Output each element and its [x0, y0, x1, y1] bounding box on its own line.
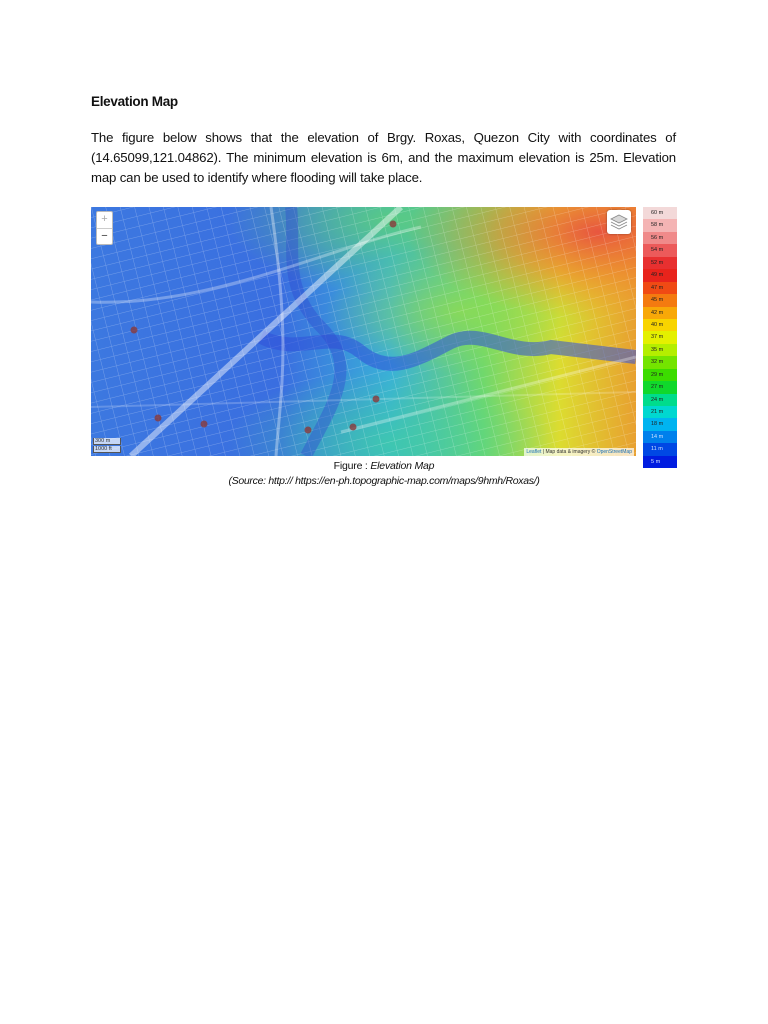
map-attribution	[524, 448, 634, 456]
legend-cell: 54 m	[643, 244, 677, 256]
legend-cell: 52 m	[643, 257, 677, 269]
legend-cell: 29 m	[643, 369, 677, 381]
legend-cell: 5 m	[643, 456, 677, 468]
legend-cell: 42 m	[643, 307, 677, 319]
legend-cell: 45 m	[643, 294, 677, 306]
caption-title: Elevation Map	[370, 460, 435, 472]
figure-caption	[0, 460, 768, 472]
legend-cell: 24 m	[643, 394, 677, 406]
elevation-legend	[643, 207, 677, 465]
body-paragraph: The figure below shows that the elevation of Brgy. Roxas, Quezon City with coordinates of (14.65099,121.04862). The minimum elevation is 6m, and the maximum elevation is 25m. Elevation map can be used to identify where flooding will take place.	[91, 130, 676, 185]
leaflet-link[interactable]: Leaflet	[526, 449, 542, 455]
legend-cell: 21 m	[643, 406, 677, 418]
legend-cell: 35 m	[643, 344, 677, 356]
legend-cell: 58 m	[643, 219, 677, 231]
source-url: http:// https://en-ph.topographic-map.com/maps/9hmh/Roxas/	[268, 475, 537, 487]
attribution-text: | Map data & imagery ©	[541, 449, 597, 455]
osm-link[interactable]: OpenStreetMap	[596, 449, 632, 455]
figure-source	[0, 475, 768, 487]
scale-imperial: 1000 ft	[93, 446, 121, 453]
legend-cell: 60 m	[643, 207, 677, 219]
legend-cell: 14 m	[643, 431, 677, 443]
elevation-map[interactable]	[91, 207, 636, 456]
layers-icon	[607, 210, 631, 234]
zoom-out-button[interactable]: −	[101, 230, 108, 242]
zoom-in-button[interactable]: +	[97, 212, 112, 229]
legend-cell: 27 m	[643, 381, 677, 393]
scale-bar	[93, 438, 121, 454]
legend-cell: 47 m	[643, 282, 677, 294]
source-suffix: )	[536, 475, 540, 487]
caption-label: Figure :	[333, 460, 371, 472]
legend-cell: 11 m	[643, 443, 677, 455]
legend-cell: 49 m	[643, 269, 677, 281]
legend-cell: 56 m	[643, 232, 677, 244]
map-surface	[91, 207, 636, 456]
legend-cell: 32 m	[643, 356, 677, 368]
legend-cell: 40 m	[643, 319, 677, 331]
legend-cell: 37 m	[643, 331, 677, 343]
zoom-control	[96, 211, 113, 245]
scale-metric: 300 m	[93, 438, 121, 445]
layers-button[interactable]	[607, 210, 631, 234]
legend-cell: 18 m	[643, 418, 677, 430]
source-prefix: (Source:	[228, 475, 269, 487]
section-heading: Elevation Map	[91, 94, 178, 109]
elevation-figure	[91, 207, 677, 465]
